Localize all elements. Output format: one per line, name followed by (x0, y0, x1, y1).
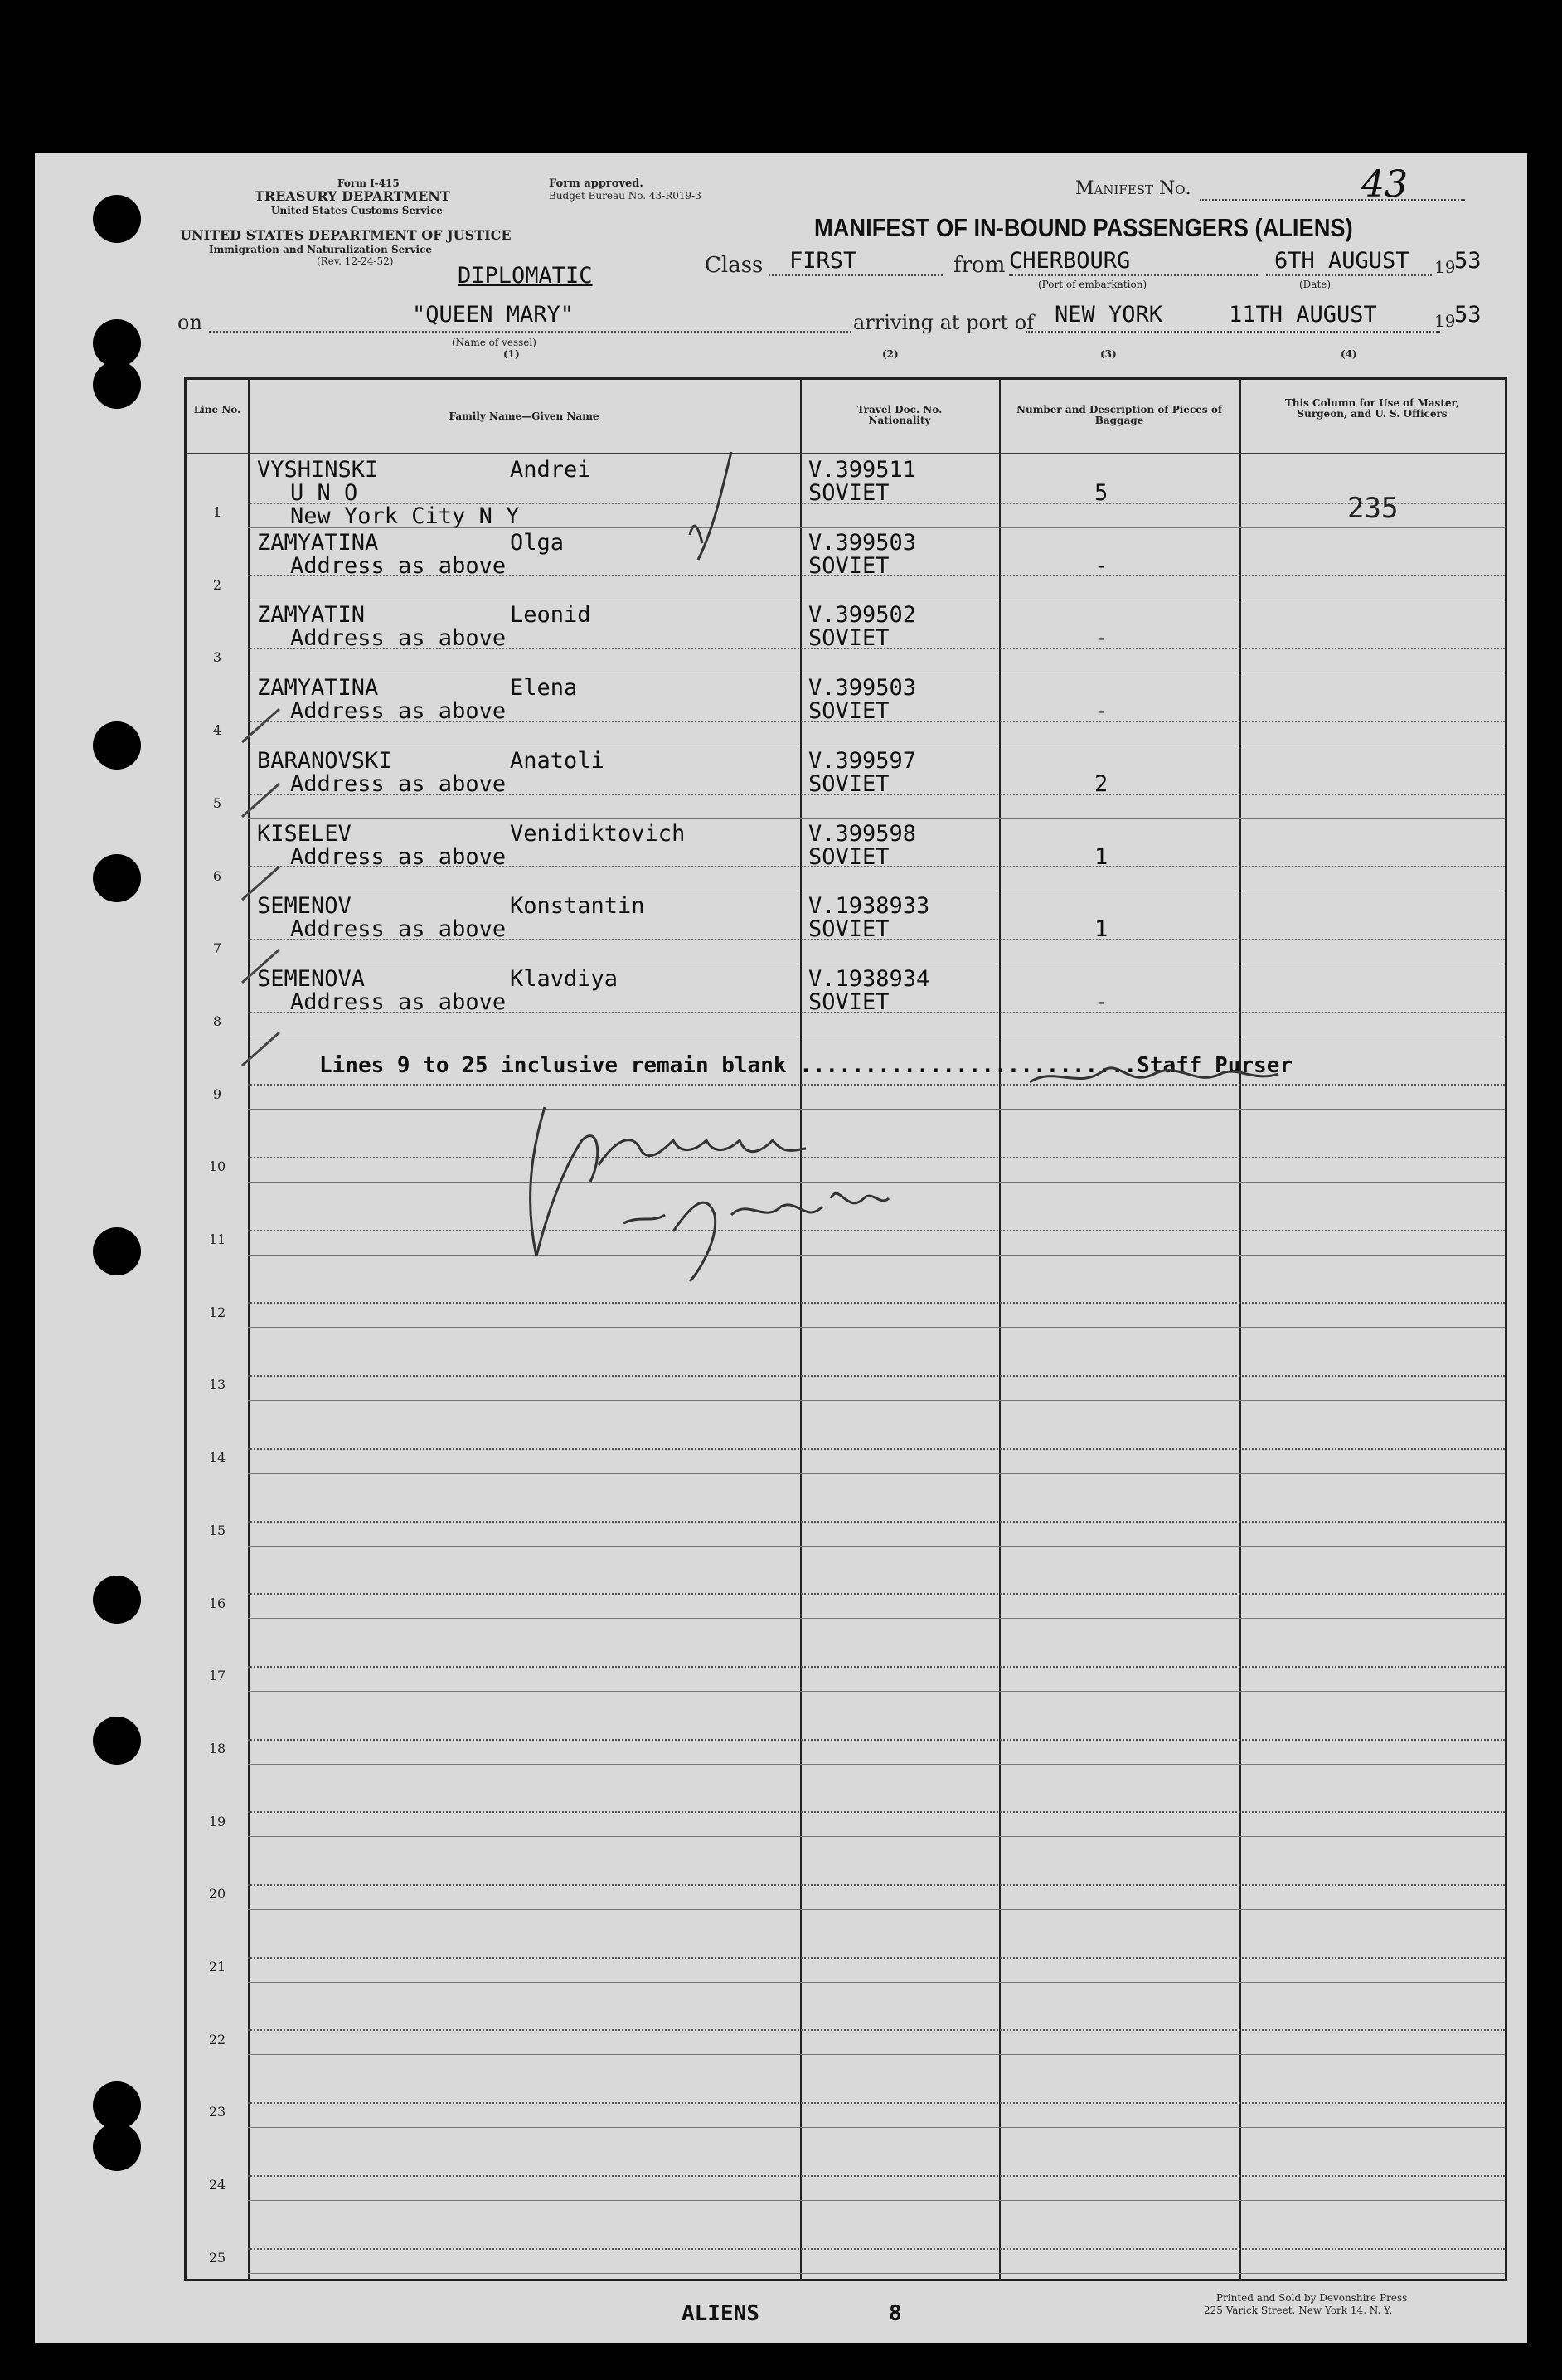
row-line (248, 1400, 1505, 1401)
col-divider (1239, 380, 1241, 2279)
row-dotted-line (248, 2248, 1505, 2250)
row-line (248, 1327, 1505, 1328)
line-number: 19 (208, 1813, 226, 1829)
vessel-name: "QUEEN MARY" (412, 302, 575, 328)
port-caption: (Port of embarkation) (1038, 279, 1147, 290)
date-value: 6TH AUGUST (1274, 248, 1409, 274)
baggage-count: 1 (1094, 916, 1108, 943)
nationality: SOVIET (808, 770, 890, 797)
line-number: 22 (208, 2031, 226, 2047)
family-name: ZAMYATIN (257, 602, 366, 629)
binder-hole (93, 1576, 141, 1624)
vessel-caption: (Name of vessel) (452, 337, 536, 348)
purser-signature (1021, 1049, 1303, 1107)
binder-hole (93, 1227, 141, 1275)
row-dotted-line (248, 1739, 1505, 1741)
revision: (Rev. 12-24-52) (317, 255, 394, 267)
baggage-count: - (1094, 988, 1108, 1015)
row-dotted-line (248, 1375, 1505, 1377)
col-name: Family Name—Given Name (449, 410, 599, 422)
line-number: 15 (208, 1522, 226, 1538)
row-line (248, 1836, 1505, 1837)
address-line: Address as above (290, 552, 507, 579)
vessel-line (209, 331, 851, 333)
line-number: 17 (208, 1668, 226, 1684)
line-number: 1 (212, 504, 222, 520)
printer-line-2: 225 Varick Street, New York 14, N. Y. (1204, 2305, 1393, 2316)
line-number: 6 (212, 867, 222, 884)
given-name: Leonid (510, 602, 591, 629)
row-dotted-line (248, 2102, 1505, 2104)
row-line (248, 2054, 1505, 2055)
row-dotted-line (248, 1884, 1505, 1886)
from-label: from (953, 253, 1006, 278)
family-name: ZAMYATINA (257, 529, 379, 556)
travel-doc-number: V.399503 (808, 675, 917, 702)
family-name: BARANOVSKI (257, 747, 392, 774)
nationality: SOVIET (808, 698, 890, 725)
line-number: 18 (208, 1740, 226, 1756)
given-name: Konstantin (510, 893, 645, 920)
arrival-date: 11TH AUGUST (1229, 302, 1377, 328)
line-number: 16 (208, 1595, 226, 1611)
row-line (248, 2273, 1505, 2274)
nationality: SOVIET (808, 480, 890, 506)
officer-note: 235 (1347, 492, 1399, 525)
row-line (248, 1764, 1505, 1765)
year-prefix: 19 (1434, 257, 1456, 277)
baggage-count: - (1094, 625, 1108, 652)
line-number: 3 (212, 649, 222, 666)
line-number: 9 (212, 1086, 222, 1102)
address-line: New York City N Y (290, 503, 520, 529)
baggage-count: - (1094, 552, 1108, 579)
binder-hole (93, 361, 141, 409)
date-line (1266, 274, 1432, 276)
family-name: SEMENOV (257, 893, 352, 920)
class-value: FIRST (789, 248, 857, 274)
line-number: 21 (208, 1959, 226, 1974)
given-name: Klavdiya (510, 965, 618, 992)
line-number: 2 (212, 576, 222, 593)
printer-line-1: Printed and Sold by Devonshire Press (1216, 2292, 1408, 2304)
given-name: Anatoli (510, 747, 604, 774)
row-dotted-line (248, 2175, 1505, 2177)
address-line: Address as above (290, 916, 507, 943)
line-number: 20 (208, 1886, 226, 1902)
nationality: SOVIET (808, 843, 890, 870)
col3-number: (3) (1100, 348, 1117, 360)
page-number: 8 (889, 2301, 902, 2326)
travel-doc-number: V.399502 (808, 602, 917, 629)
nationality: SOVIET (808, 916, 890, 943)
row-line (248, 1546, 1505, 1547)
col-divider (999, 380, 1001, 2279)
family-name: ZAMYATINA (257, 675, 379, 702)
customs-service: United States Customs Service (271, 205, 443, 216)
line-number: 7 (212, 940, 222, 957)
binder-hole (93, 2123, 141, 2171)
address-line: Address as above (290, 843, 507, 870)
check-marks (118, 435, 748, 1182)
row-line (248, 2200, 1505, 2201)
row-dotted-line (248, 1521, 1505, 1523)
line-number: 13 (208, 1377, 226, 1393)
arriving-label: arriving at port of (853, 311, 1035, 334)
line-number: 5 (212, 794, 222, 811)
col1-number: (1) (503, 348, 520, 360)
row-line (248, 1618, 1505, 1619)
col-baggage: Number and Description of Pieces of Baggage (1016, 404, 1222, 426)
line-number: 12 (208, 1304, 226, 1320)
form-approved: Form approved. (549, 177, 643, 190)
aliens-label: ALIENS (682, 2301, 759, 2326)
nationality: SOVIET (808, 552, 890, 579)
nationality: SOVIET (808, 988, 890, 1015)
form-number: Form I-415 (337, 177, 400, 189)
given-name: Andrei (510, 457, 591, 483)
travel-doc-number: V.399511 (808, 457, 917, 483)
row-line (248, 1473, 1505, 1474)
arrival-year-prefix: 19 (1434, 311, 1456, 331)
manifest-title: MANIFEST OF IN-BOUND PASSENGERS (ALIENS) (814, 213, 1353, 242)
line-number: 25 (208, 2249, 226, 2266)
address-line: U N O (290, 480, 358, 506)
binder-hole (93, 1717, 141, 1765)
manifest-no-line (1200, 199, 1465, 201)
address-line: Address as above (290, 698, 507, 725)
row-dotted-line (248, 2029, 1505, 2031)
budget-bureau: Budget Bureau No. 43-R019-3 (549, 190, 701, 202)
arrival-port: NEW YORK (1055, 302, 1163, 328)
given-name: Elena (510, 675, 578, 702)
col-officers: This Column for Use of Master, Surgeon, and U. S. Officers (1284, 397, 1460, 420)
manifest-number: 43 (1361, 163, 1408, 206)
ins-service: Immigration and Naturalization Service (209, 244, 433, 255)
row-line (248, 1691, 1505, 1692)
row-dotted-line (248, 1302, 1505, 1304)
given-name: Venidiktovich (510, 820, 686, 847)
blank-lines-note: Lines 9 to 25 inclusive remain blank ..........................Staff Purser (319, 1052, 1293, 1078)
travel-doc-number: V.1938933 (808, 893, 930, 920)
baggage-count: - (1094, 698, 1108, 725)
year-value: 53 (1454, 248, 1482, 274)
row-dotted-line (248, 1811, 1505, 1813)
date-caption: (Date) (1299, 279, 1332, 290)
family-name: SEMENOVA (257, 965, 366, 992)
line-number: 14 (208, 1450, 226, 1466)
given-name: Olga (510, 529, 565, 556)
arrival-line (1026, 331, 1440, 333)
nationality: SOVIET (808, 625, 890, 652)
manifest-page (35, 153, 1527, 2343)
row-dotted-line (248, 1666, 1505, 1668)
line-number: 8 (212, 1013, 222, 1029)
family-name: KISELEV (257, 820, 352, 847)
address-line: Address as above (290, 770, 507, 797)
family-name: VYSHINSKI (257, 457, 379, 483)
address-line: Address as above (290, 625, 507, 652)
class-label: Class (705, 253, 764, 278)
baggage-count: 2 (1094, 770, 1108, 797)
diplomatic-stamp: DIPLOMATIC (458, 263, 593, 289)
arrival-year: 53 (1454, 302, 1482, 328)
treasury-dept: TREASURY DEPARTMENT (255, 188, 450, 204)
line-number: 10 (208, 1158, 226, 1175)
row-line (248, 1982, 1505, 1983)
from-line (1009, 274, 1258, 276)
col2-number: (2) (882, 348, 899, 360)
col-divider (800, 380, 802, 2279)
baggage-count: 1 (1094, 843, 1108, 870)
justice-dept: UNITED STATES DEPARTMENT OF JUSTICE (180, 227, 512, 243)
manifest-no-label: Manifest No. (1075, 178, 1191, 199)
travel-doc-number: V.1938934 (808, 965, 930, 992)
row-dotted-line (248, 1957, 1505, 1959)
row-dotted-line (248, 1448, 1505, 1450)
line-number: 23 (208, 2104, 226, 2120)
line-number: 11 (208, 1231, 226, 1247)
from-value: CHERBOURG (1009, 248, 1131, 274)
line-number: 24 (208, 2177, 226, 2193)
col-travel-doc: Travel Doc. No. Nationality (856, 404, 943, 426)
line-number: 4 (212, 722, 222, 739)
col-line-no: Line No. (193, 404, 241, 415)
baggage-count: 5 (1094, 480, 1108, 506)
col4-number: (4) (1341, 348, 1357, 360)
travel-doc-number: V.399503 (808, 529, 917, 556)
address-line: Address as above (290, 988, 507, 1015)
travel-doc-number: V.399597 (808, 747, 917, 774)
on-label: on (177, 311, 202, 334)
class-line (769, 274, 943, 276)
row-line (248, 1909, 1505, 1910)
travel-doc-number: V.399598 (808, 820, 917, 847)
row-dotted-line (248, 1593, 1505, 1595)
row-line (248, 2127, 1505, 2128)
binder-hole (93, 195, 141, 243)
